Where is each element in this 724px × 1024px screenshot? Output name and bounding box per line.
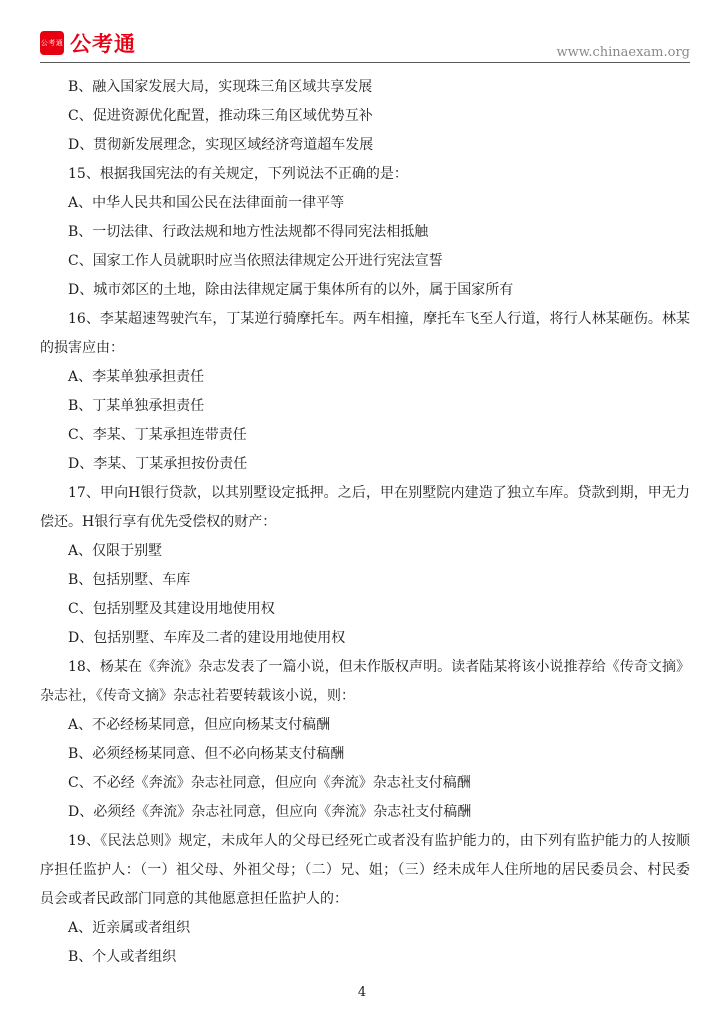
exam-paragraph: C、包括别墅及其建设用地使用权 bbox=[68, 601, 275, 617]
exam-paragraph: D、城市郊区的土地，除由法律规定属于集体所有的以外，属于国家所有 bbox=[68, 282, 514, 298]
exam-paragraph: D、李某、丁某承担按份责任 bbox=[68, 456, 248, 472]
brand-logo-icon: 公考通 bbox=[40, 31, 64, 55]
exam-paragraph: C、李某、丁某承担连带责任 bbox=[68, 427, 247, 443]
exam-paragraph: A、中华人民共和国公民在法律面前一律平等 bbox=[68, 195, 345, 211]
exam-paragraph: B、一切法律、行政法规和地方性法规都不得同宪法相抵触 bbox=[68, 224, 429, 240]
exam-content bbox=[40, 73, 690, 972]
header-divider bbox=[40, 62, 690, 63]
exam-paragraph: B、包括别墅、车库 bbox=[68, 572, 191, 588]
exam-paragraph: 16、李某超速驾驶汽车，丁某逆行骑摩托车。两车相撞，摩托车飞至人行道，将行人林某砸伤。林某的损害应由： bbox=[40, 311, 690, 356]
exam-paragraph: C、国家工作人员就职时应当依照法律规定公开进行宪法宣誓 bbox=[68, 253, 443, 269]
exam-paragraph: B、融入国家发展大局，实现珠三角区域共享发展 bbox=[68, 79, 373, 95]
exam-paragraph: 15、根据我国宪法的有关规定，下列说法不正确的是： bbox=[68, 166, 408, 182]
brand-name: 公考通 bbox=[70, 32, 136, 56]
exam-paragraph: D、贯彻新发展理念，实现区域经济弯道超车发展 bbox=[68, 137, 374, 153]
exam-paragraph: 19、《民法总则》规定，未成年人的父母已经死亡或者没有监护能力的，由下列有监护能力的人按顺序担任监护人：（一）祖父母、外祖父母；（二）兄、姐；（三）经未成年人住所地的居民委员会、村民委员会或者民政部门同意的其他愿意担任监护人的： bbox=[40, 833, 690, 907]
logo bbox=[40, 28, 136, 58]
exam-paragraph: B、个人或者组织 bbox=[68, 949, 177, 965]
exam-paragraph: C、不必经《奔流》杂志社同意，但应向《奔流》杂志社支付稿酬 bbox=[68, 775, 471, 791]
exam-paragraph: D、必须经《奔流》杂志社同意，但应向《奔流》杂志社支付稿酬 bbox=[68, 804, 472, 820]
website-url: www.chinaexam.org bbox=[556, 45, 690, 60]
page-footer bbox=[0, 981, 724, 1000]
exam-paragraph: A、不必经杨某同意，但应向杨某支付稿酬 bbox=[68, 717, 331, 733]
exam-paragraph: 18、杨某在《奔流》杂志发表了一篇小说，但未作版权声明。读者陆某将该小说推荐给《传奇文摘》杂志社，《传奇文摘》杂志社若要转载该小说，则： bbox=[40, 659, 690, 704]
exam-paragraph: A、近亲属或者组织 bbox=[68, 920, 191, 936]
exam-paragraph: B、丁某单独承担责任 bbox=[68, 398, 205, 414]
exam-paragraph: A、仅限于别墅 bbox=[68, 543, 163, 559]
page-header bbox=[40, 26, 690, 60]
exam-paragraph: 17、甲向H银行贷款，以其别墅设定抵押。之后，甲在别墅院内建造了独立车库。贷款到期，甲无力偿还。H银行享有优先受偿权的财产： bbox=[40, 485, 690, 530]
exam-paragraph: D、包括别墅、车库及二者的建设用地使用权 bbox=[68, 630, 346, 646]
page-number: 4 bbox=[357, 985, 367, 1000]
exam-paragraph: C、促进资源优化配置，推动珠三角区域优势互补 bbox=[68, 108, 373, 124]
exam-paragraph: A、李某单独承担责任 bbox=[68, 369, 205, 385]
exam-paragraph: B、必须经杨某同意、但不必向杨某支付稿酬 bbox=[68, 746, 345, 762]
